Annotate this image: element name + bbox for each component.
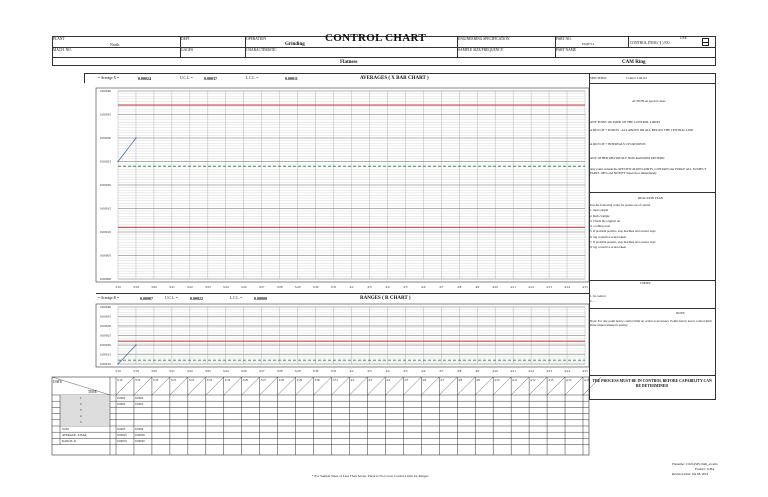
footer-revision: Revision Date: Jun 08, 2016 xyxy=(672,472,709,476)
table-cell: 0.0002 xyxy=(117,395,126,400)
rule-4: ANY OTHER OBVIOUSLY NON-RANDOM PATTERN xyxy=(590,156,665,160)
x-tick-label: 4/6 xyxy=(421,369,426,373)
y-tick-label: 0.00015 xyxy=(100,352,112,357)
x-tick-label: 3/31 xyxy=(330,369,337,373)
x-tick-label: 4/15 xyxy=(582,369,588,373)
x-tick-label: 3/26 xyxy=(240,285,247,289)
reaction-line: Use the following codes for points out of control xyxy=(590,203,651,207)
date-header: 4/8 xyxy=(458,378,463,382)
date-header: 3/23 xyxy=(206,378,213,382)
sigma-label: USE xyxy=(680,36,687,40)
table-cell: 0.00025 xyxy=(117,432,127,437)
table-cell: 0.00020 xyxy=(134,438,145,443)
codes-line-2: 2. ... xyxy=(590,299,596,303)
date-header: 3/31 xyxy=(332,378,338,382)
xbar-average-value: 0.00024 xyxy=(138,76,151,81)
part-name-value: CAM Ring xyxy=(622,60,646,65)
plant-value: North xyxy=(110,42,120,47)
x-tick-label: 4/3 xyxy=(367,285,372,289)
spec-value: Control 3.0E-04 xyxy=(626,76,647,80)
x-tick-label: 4/7 xyxy=(439,285,444,289)
y-tick-label: 0.00035 xyxy=(100,314,112,319)
x-tick-label: 4/2 xyxy=(349,369,354,373)
date-header: 3/30 xyxy=(314,378,320,382)
date-header: 3/28 xyxy=(278,378,284,382)
r-average-label: = Average R = xyxy=(98,296,119,300)
operation-value: Grinding xyxy=(285,42,305,47)
row-label: SUM xyxy=(62,426,69,431)
date-header: 4/10 xyxy=(494,378,500,382)
characteristic-label: CHARACTERISTIC xyxy=(246,48,277,52)
date-header: 3/20 xyxy=(152,378,159,382)
xbar-chart-title: AVERAGES ( X BAR CHART ) xyxy=(360,76,429,81)
x-tick-label: 4/8 xyxy=(457,369,462,373)
x-tick-label: 3/16 xyxy=(115,285,121,289)
r-lcl-value: 0.00000 xyxy=(254,296,267,301)
x-tick-label: 4/6 xyxy=(421,285,426,289)
x-tick-label: 3/16 xyxy=(115,369,121,373)
table-cell: 0.00010 xyxy=(117,438,127,443)
y-tick-label: 0.00030 xyxy=(100,136,112,140)
date-label: DATE xyxy=(53,380,63,384)
part-no-label: PART NO. xyxy=(556,37,572,41)
x-tick-label: 3/24 xyxy=(222,285,229,289)
sample-label: SAMPLE SIZE/FREQUENCY xyxy=(458,48,504,52)
x-tick-label: 3/30 xyxy=(312,369,319,373)
x-tick-label: 4/13 xyxy=(546,369,552,373)
x-tick-label: 3/26 xyxy=(240,369,247,373)
part-name-label: PART NAME xyxy=(556,48,577,52)
date-header: 3/22 xyxy=(188,378,195,382)
chart-title: CONTROL CHART xyxy=(325,32,426,44)
row-label: AVERAGE, X BAR xyxy=(62,432,87,437)
date-header: 4/12 xyxy=(530,378,536,382)
x-tick-label: 3/23 xyxy=(204,285,211,289)
y-tick-label: 0.00025 xyxy=(100,333,112,338)
rule-5: Any point outside the SPECIFICATION LIMITS, CONTAIN and PURGE ALL SUSPECT PARTS 100% and NOTIFY Supervisor immediately xyxy=(590,167,707,176)
x-tick-label: 3/27 xyxy=(258,285,265,289)
x-tick-label: 3/24 xyxy=(222,369,229,373)
x-tick-label: 3/22 xyxy=(187,285,193,289)
x-tick-label: 4/10 xyxy=(492,369,499,373)
table-cell: 0.0003 xyxy=(117,401,126,406)
x-tick-label: 4/11 xyxy=(510,369,516,373)
x-tick-label: 3/19 xyxy=(133,369,139,373)
y-tick-label: 0.00035 xyxy=(100,112,112,117)
date-header: 3/26 xyxy=(242,378,249,382)
r-chart-title: RANGES ( R CHART ) xyxy=(360,296,411,301)
x-tick-label: 3/30 xyxy=(312,285,319,289)
reaction-line: 2. Redo Sample xyxy=(590,213,610,218)
x-tick-label: 4/5 xyxy=(403,285,408,289)
note-title: NOTE: xyxy=(676,311,686,315)
r-lcl-label: L.C.L. = xyxy=(230,296,243,300)
x-tick-label: 4/15 xyxy=(582,285,588,289)
y-tick-label: 0.00020 xyxy=(100,343,112,347)
x-tick-label: 4/9 xyxy=(475,369,480,373)
r-average-value: 0.00007 xyxy=(140,296,153,301)
date-header: 4/15 xyxy=(584,378,590,382)
codes-label: CODES xyxy=(640,281,651,285)
codes-line-1: 1. In control xyxy=(590,294,606,298)
table-cell: 0.0005 xyxy=(117,426,126,431)
plant-label: PLANT xyxy=(53,37,65,41)
date-header: 3/24 xyxy=(224,378,231,382)
table-frame xyxy=(52,377,589,455)
x-tick-label: 3/23 xyxy=(204,369,211,373)
x-tick-label: 3/20 xyxy=(151,369,157,373)
date-header: 4/5 xyxy=(404,378,409,382)
r-ucl-value: 0.00022 xyxy=(190,296,203,301)
x-tick-label: 4/8 xyxy=(457,285,462,289)
y-tick-label: 0.00030 xyxy=(100,324,112,328)
row-label: 4 xyxy=(80,414,82,419)
y-tick-label: 0.00005 xyxy=(100,253,112,258)
footer-note: * For Sample Sizes of Less Than Seven, There is No Lower Control Limit for Ranges xyxy=(312,474,429,478)
reaction-line: 5. If problem persists, stop machine and contact supv xyxy=(590,229,656,234)
r-ucl-label: U.C.L. = xyxy=(165,296,178,300)
footer-product: Product: X-Bar xyxy=(695,467,715,471)
x-tick-label: 4/11 xyxy=(510,285,516,289)
y-tick-label: 0.00015 xyxy=(100,206,112,211)
y-tick-label: 0.00010 xyxy=(100,362,112,366)
y-tick-label: 0.00020 xyxy=(100,183,112,187)
xbar-average-label: = Average X = xyxy=(98,76,120,80)
x-tick-label: 3/28 xyxy=(276,285,283,289)
reaction-line: 1. more output xyxy=(590,208,609,213)
x-tick-label: 3/21 xyxy=(169,369,175,373)
date-header: 4/9 xyxy=(476,378,481,382)
x-tick-label: 4/10 xyxy=(492,285,499,289)
table-cell: 0.00030 xyxy=(134,432,145,437)
date-header: 4/3 xyxy=(368,378,373,382)
y-tick-label: 0.00040 xyxy=(100,305,112,309)
xbar-lcl-value: 0.00011 xyxy=(285,76,298,81)
x-tick-label: 3/22 xyxy=(187,369,193,373)
x-tick-label: 4/7 xyxy=(439,369,444,373)
spec-label: SPECIFIED: xyxy=(590,76,607,80)
xbar-ucl-value: 0.00037 xyxy=(204,76,217,81)
reaction-line: 4. a rolling reset xyxy=(590,224,611,228)
gages-label: GAGES xyxy=(181,48,193,52)
note-text: Note: For any point below control limit no action is necessary. Points below lower control limit show improvement in quality. xyxy=(590,319,712,328)
x-tick-label: 4/4 xyxy=(385,369,390,373)
part-no-value: PX00714 xyxy=(582,42,595,46)
x-tick-label: 4/9 xyxy=(475,285,480,289)
date-header: 4/13 xyxy=(548,378,554,382)
x-tick-label: 4/14 xyxy=(564,369,570,373)
x-tick-label: 3/27 xyxy=(258,369,265,373)
x-tick-label: 4/13 xyxy=(546,285,552,289)
time-label: TIME xyxy=(88,390,97,394)
footer-filename: Filename: 131014SPCchtnl_ex.xlsx xyxy=(672,462,718,466)
dept-label: DEPT xyxy=(181,37,190,41)
y-tick-label: 0.00000 xyxy=(100,277,112,281)
table-cell: 0.0006 xyxy=(134,426,144,431)
row-label: 1 xyxy=(80,395,82,400)
x-tick-label: 4/3 xyxy=(367,369,372,373)
x-tick-label: 3/21 xyxy=(169,285,175,289)
date-header: 3/29 xyxy=(296,378,302,382)
date-header: 3/16 xyxy=(117,378,123,382)
action-title: ACTION on special cause xyxy=(632,99,666,103)
xbar-lcl-label: L.C.L. = xyxy=(246,76,259,80)
date-header: 4/6 xyxy=(422,378,427,382)
capability-note: THE PROCESS MUST BE IN CONTROL BEFORE CAPABILITY CAN BE DETERMINED xyxy=(592,379,712,389)
row-label: 3 xyxy=(80,407,82,412)
rule-1: ANY POINT OUTSIDE OF THE CONTROL LIMITS xyxy=(590,120,661,124)
x-tick-label: 3/29 xyxy=(294,285,301,289)
x-tick-label: 3/31 xyxy=(330,285,337,289)
y-tick-label: 0.00010 xyxy=(100,230,112,234)
row-label: RANGE, R xyxy=(62,438,76,443)
x-tick-label: 3/20 xyxy=(151,285,157,289)
x-tick-label: 3/29 xyxy=(294,369,301,373)
x-tick-label: 4/4 xyxy=(385,285,390,289)
reaction-line: 3. Check the original set xyxy=(590,218,621,223)
date-header: 4/2 xyxy=(350,378,355,382)
date-header: 3/19 xyxy=(134,378,141,382)
x-tick-label: 4/12 xyxy=(528,369,534,373)
row-label: 2 xyxy=(80,401,82,406)
rule-2: A RUN OF 7 POINTS - ALL ABOVE OR ALL BELOW THE CENTRAL LINE xyxy=(590,128,694,132)
eng-spec-label: ENGINEERING SPECIFICATION xyxy=(458,37,510,41)
x-tick-label: 3/19 xyxy=(133,285,139,289)
row-label: 5 xyxy=(80,420,82,425)
control-item-label: CONTROL ITEM ( § ) NO. xyxy=(630,41,671,45)
date-header: 4/4 xyxy=(386,378,391,382)
x-tick-label: 4/14 xyxy=(564,285,570,289)
table-cell: 0.0004 xyxy=(134,395,144,400)
reaction-line: 8. log corrective action taken xyxy=(590,245,626,249)
date-header: 3/21 xyxy=(170,378,177,382)
y-tick-label: 0.00040 xyxy=(100,89,112,93)
xbar-ucl-label: U.C.L. = xyxy=(180,76,193,80)
reaction-line: 6. log corrective action taken xyxy=(590,234,626,239)
date-header: 4/11 xyxy=(512,378,518,382)
characteristic-value: Flatness xyxy=(340,60,358,65)
y-tick-label: 0.00025 xyxy=(100,159,112,164)
date-header: 3/27 xyxy=(260,378,267,382)
rule-3: A RUN OF 7 INTERVALS UP OR DOWN xyxy=(590,142,646,146)
operation-label: OPERATION xyxy=(246,37,266,41)
mach-no-label: MACH. NO. xyxy=(53,48,72,52)
date-header: 4/14 xyxy=(566,378,572,382)
x-tick-label: 4/12 xyxy=(528,285,534,289)
reaction-line: 7. If problem persists, stop machine and contact supv xyxy=(590,239,656,244)
x-tick-label: 3/28 xyxy=(276,369,283,373)
date-header: 4/7 xyxy=(440,378,445,382)
x-tick-label: 4/5 xyxy=(403,369,408,373)
shade xyxy=(60,395,110,426)
reaction-title: REACTION PLAN xyxy=(638,196,664,200)
x-tick-label: 4/2 xyxy=(349,285,354,289)
table-cell: 0.0002 xyxy=(134,401,144,406)
